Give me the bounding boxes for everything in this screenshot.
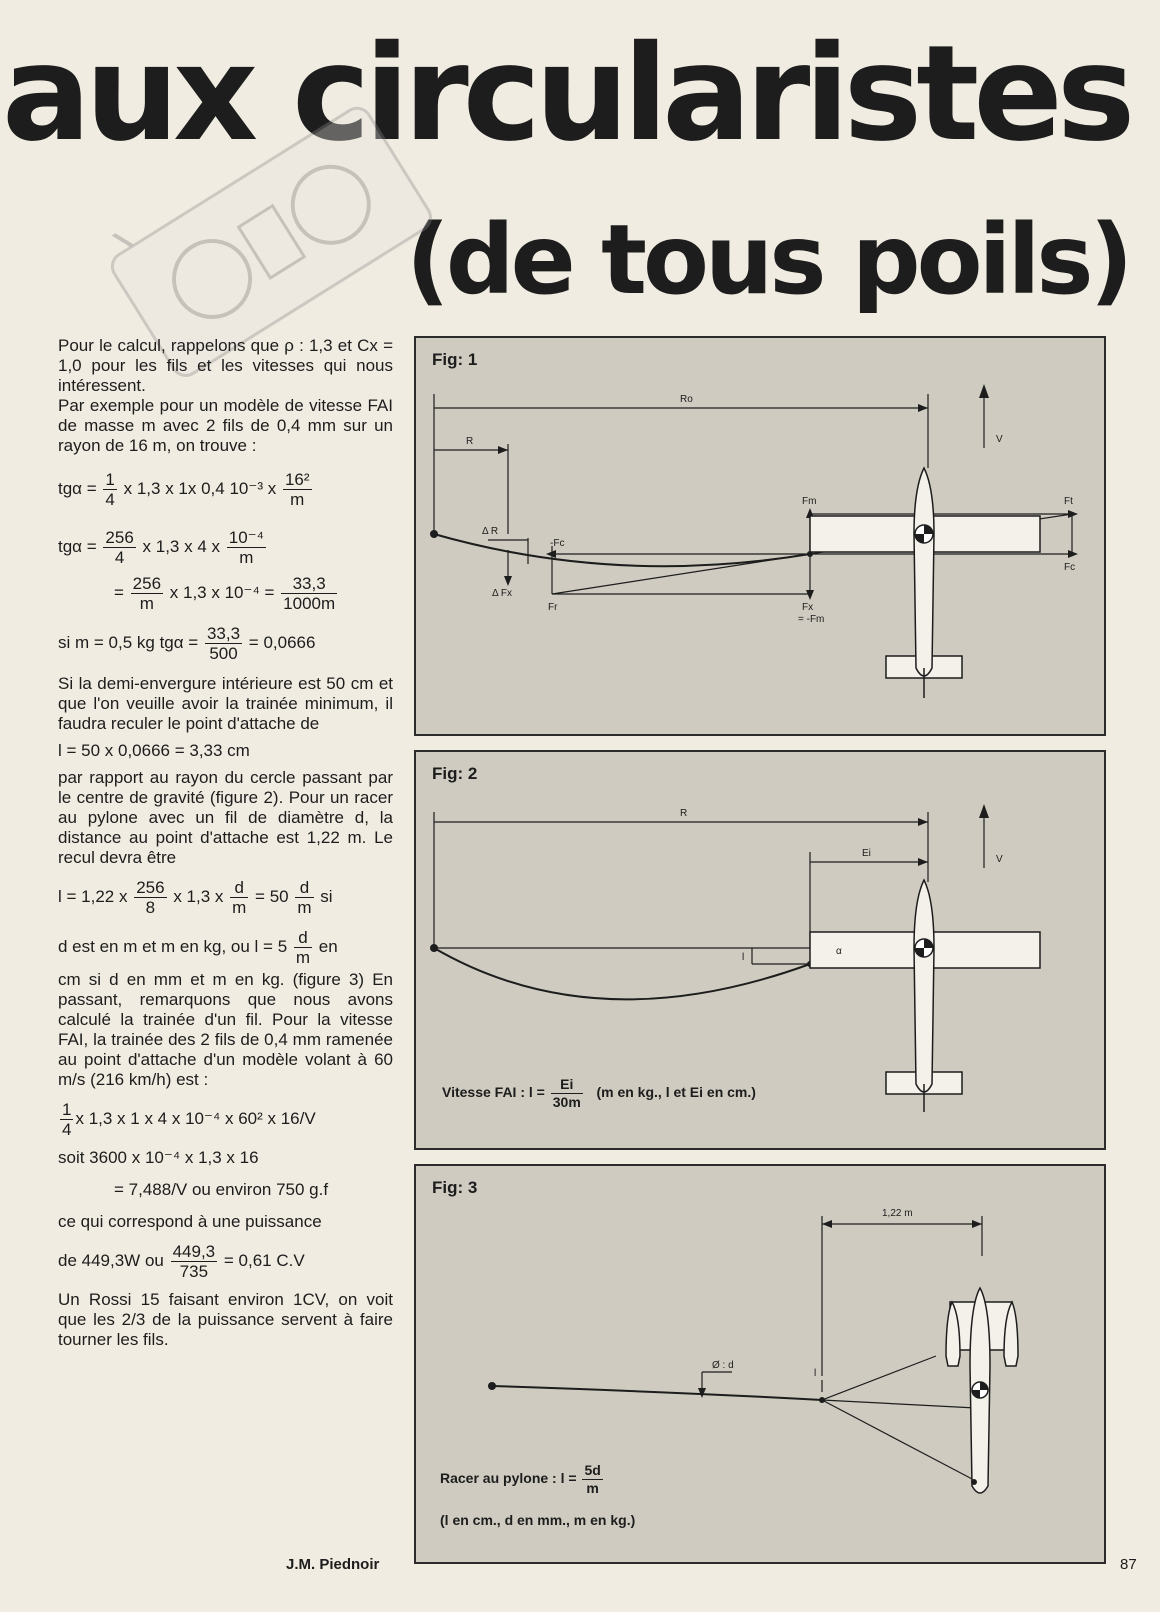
label-fc: Fc	[1064, 562, 1076, 573]
label-distance: 1,22 m	[882, 1208, 913, 1219]
label-r: R	[680, 808, 688, 819]
label-eq-fm: = -Fm	[798, 614, 825, 625]
paragraph-6: Un Rossi 15 faisant environ 1CV, on voit que les 2/3 de la puissance servent à faire tourner les fils.	[58, 1290, 393, 1349]
label-ro: Ro	[680, 394, 693, 405]
figure-1	[414, 336, 1106, 736]
figure-2	[414, 750, 1106, 1150]
label-delta-fx: Δ Fx	[492, 588, 513, 599]
article-column	[58, 336, 393, 1350]
label-diameter: Ø : d	[712, 1360, 734, 1371]
paragraph-1: Pour le calcul, rappelons que ρ : 1,3 et Cx = 1,0 pour les fils et les vitesses qui nous intéressent.	[58, 336, 393, 395]
equation-8: $\frac{1}{4}$ x 1,3 x 1 x 4 x 10⁻⁴ x 60² x 16/V	[62, 1100, 316, 1140]
equation-9: soit 3600 x 10⁻⁴ x 1,3 x 16	[58, 1148, 259, 1167]
label-l: l	[742, 952, 745, 963]
figure-2-label: Fig: 2	[432, 764, 478, 783]
title-line-2: (de tous poils)	[406, 204, 1130, 316]
label-fx: Fx	[802, 602, 814, 613]
paragraph-2: Par exemple pour un modèle de vitesse FAI de masse m avec 2 fils de 0,4 mm sur un rayon de 16 m, on trouve :	[58, 396, 393, 455]
figure-3-formula: Racer au pylone : l = $\frac{5d}{m}$	[440, 1462, 601, 1496]
paragraph-5: cm si d en mm et m en kg. (figure 3) En passant, remarquons que nous avons calculé la trainée d'un fil. Pour la vitesse FAI, la trainée des 2 fils de 0,4 mm ramenée au point d'attache d'un modèle volant à 60 m/s (216 km/h) est :	[58, 970, 393, 1089]
label-alpha: α	[836, 946, 842, 957]
label-fm: Fm	[802, 496, 817, 507]
label-ft: Ft	[1064, 496, 1073, 507]
paragraph-3: Si la demi-envergure intérieure est 50 cm et que l'on veuille avoir la trainée minimum, il faudra reculer le point d'attache de	[58, 674, 393, 733]
figure-1-label: Fig: 1	[432, 350, 478, 369]
paragraph-4: par rapport au rayon du cercle passant par le centre de gravité (figure 2). Pour un racer au pylone avec un fil de diamètre d, la distance au point d'attache est 1,22 m. Le recul devra être	[58, 768, 393, 867]
author-signature: J.M. Piednoir	[286, 1556, 380, 1573]
label-fr: Fr	[548, 602, 558, 613]
equation-3: = $\frac{256}{m}$ x 1,3 x 10⁻⁴ = $\frac{33,3}{1000m}$	[114, 574, 336, 614]
title-line-1: aux circularistes	[2, 17, 1130, 171]
page-number: 87	[1120, 1556, 1137, 1573]
label-ei: Ei	[862, 848, 871, 859]
label-v: V	[996, 854, 1003, 865]
equation-4: si m = 0,5 kg tgα = $\frac{33,3}{500}$ = 0,0666	[58, 624, 316, 664]
label-l: l	[814, 1368, 817, 1379]
label-v: V	[996, 434, 1003, 445]
equation-12: de 449,3W ou $\frac{449,3}{735}$ = 0,61 C.V	[58, 1242, 305, 1282]
label-r: R	[466, 436, 474, 447]
equation-7: d est en m et m en kg, ou l = 5 $\frac{d}{m}$ en	[58, 928, 338, 968]
figure-1-diagram	[416, 338, 1104, 734]
equation-10: = 7,488/V ou environ 750 g.f	[114, 1180, 329, 1199]
label-delta-r: Δ R	[482, 526, 499, 537]
equation-2: tgα = $\frac{256}{4}$ x 1,3 x 4 x $\frac{\text{10⁻⁴}}{m}$	[58, 528, 264, 568]
label-minus-fc: -Fc	[550, 538, 565, 549]
figure-3-note: (l en cm., d en mm., m en kg.)	[440, 1512, 636, 1528]
equation-6: l = 1,22 x $\frac{256}{8}$ x 1,3 x $\frac{d}{m}$ = 50 $\frac{d}{m}$ si	[58, 878, 333, 918]
figure-3-label: Fig: 3	[432, 1178, 478, 1197]
equation-5: l = 50 x 0,0666 = 3,33 cm	[58, 741, 250, 760]
figure-3-diagram	[416, 1166, 1104, 1562]
equation-11: ce qui correspond à une puissance	[58, 1212, 322, 1231]
equation-1: tgα = $\frac{1}{4}$ x 1,3 x 1x 0,4 10⁻³ x $\frac{\text{16²}}{m}$	[58, 470, 310, 510]
figure-2-formula: Vitesse FAI : l = $\frac{Ei}{30m}$ (m en kg., l et Ei en cm.)	[442, 1076, 756, 1110]
figure-3	[414, 1164, 1106, 1564]
